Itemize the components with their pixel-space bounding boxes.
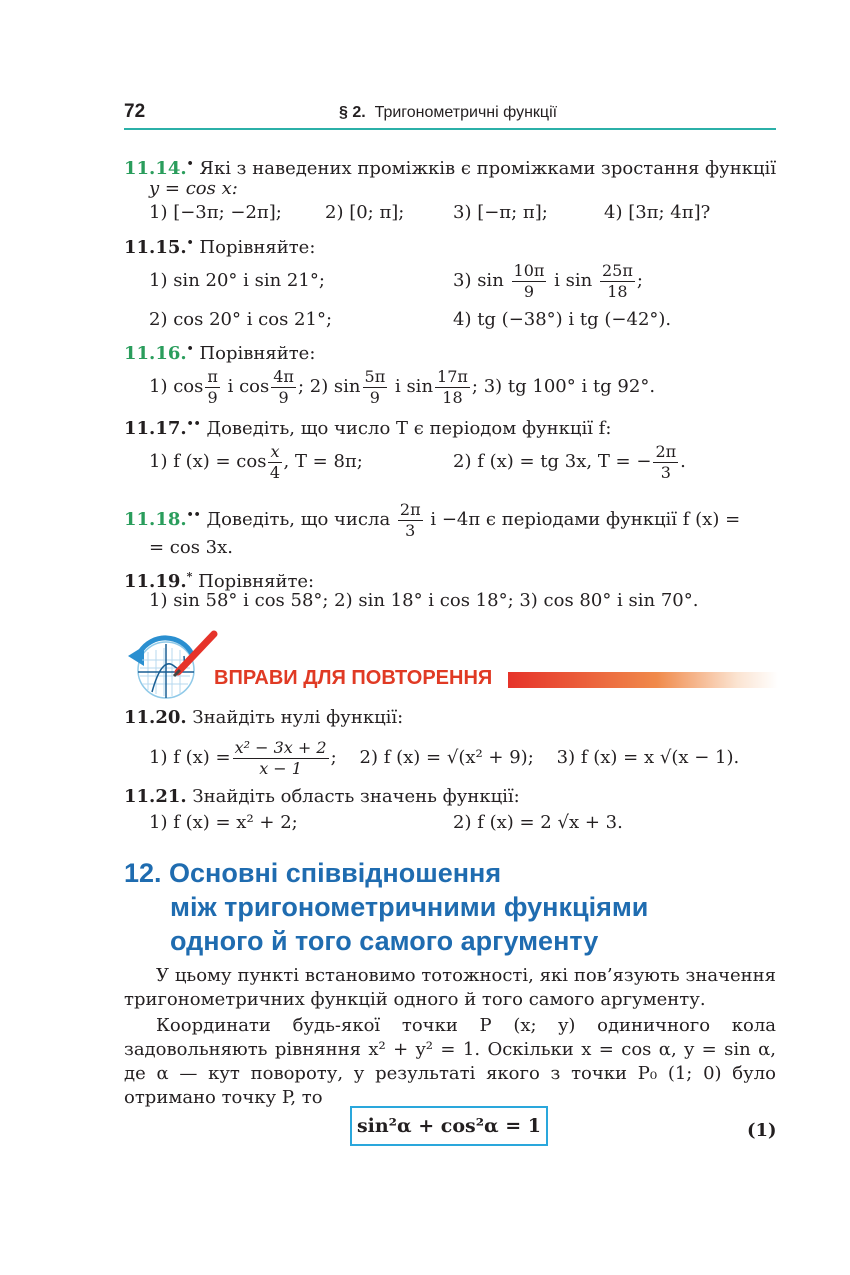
answer-option-fraction	[149, 437, 363, 487]
exercise-text: Знайдіть область значень функції:	[192, 786, 520, 807]
exercise-11-20	[124, 707, 403, 729]
exercise-text: Доведіть, що число T є періодом функції f:	[206, 418, 612, 439]
exercise-answers: 1) sin 58° і cos 58°; 2) sin 18° і cos 18°; 3) cos 80° і sin 70°.	[149, 590, 699, 611]
page-number: 72	[124, 101, 146, 122]
answer-text: .	[680, 451, 686, 472]
answer-option: 1) [−3π; −2π];	[149, 202, 282, 223]
answer-text: 2) f (x) = √(x² + 9);	[359, 747, 534, 768]
answer-option-fraction	[453, 256, 643, 306]
fraction	[363, 367, 388, 408]
review-section-title: ВПРАВИ ДЛЯ ПОВТОРЕННЯ	[214, 667, 493, 689]
difficulty-mark: *	[186, 570, 193, 583]
exercise-text: Знайдіть нулі функції:	[192, 707, 404, 728]
answer-option: 2) [0; π];	[325, 202, 405, 223]
numerator: 4π	[273, 366, 294, 386]
review-banner-bar	[508, 672, 778, 688]
numerator: 2π	[655, 441, 677, 461]
answer-text: 3) sin	[453, 270, 504, 291]
equation-number: (1)	[747, 1120, 777, 1141]
answer-text: ;	[636, 270, 643, 291]
fraction	[512, 261, 547, 302]
answer-option-fraction	[453, 437, 686, 487]
fraction	[233, 738, 329, 779]
denominator: 18	[607, 281, 628, 301]
section-heading-line: між тригонометричними функціями	[170, 892, 649, 922]
exercise-number: 11.20.	[124, 707, 187, 728]
difficulty-mark: •	[186, 157, 194, 170]
paragraph: Координати будь-якої точки P (x; y) одиничного кола задовольняють рівняння x² + y² = 1. Оскільки x = cos α, y = sin α, де α — кут повороту, у результаті якого з точки P₀ (1; 0) було отримано точку P, то	[124, 1015, 776, 1108]
numerator: 25π	[601, 260, 633, 280]
exercise-number: 11.15.	[124, 237, 187, 258]
answer-text: ; 3) tg 100° і tg 92°.	[471, 376, 656, 397]
numerator: 10π	[513, 260, 545, 280]
exercise-11-15	[124, 232, 315, 259]
answer-text: і sin	[554, 270, 593, 291]
answer-option: 1) sin 20° і sin 21°;	[149, 270, 325, 291]
section-heading-line: одного й того самого аргументу	[170, 926, 599, 956]
denominator: 9	[523, 281, 535, 301]
denominator: 3	[660, 462, 671, 482]
exercise-number: 11.19.	[124, 571, 187, 592]
numerator: 17π	[437, 366, 468, 386]
fraction	[600, 261, 635, 302]
answer-option: 3) [−π; π];	[453, 202, 548, 223]
exercise-number: 11.14.	[124, 158, 187, 179]
answer-text: 1) f (x) = cos	[149, 451, 267, 472]
answer-text: 3) f (x) = x √(x − 1).	[556, 747, 740, 768]
exercise-text: Порівняйте:	[198, 571, 315, 592]
answer-text: ;	[330, 747, 337, 768]
fraction	[205, 367, 220, 408]
answer-option: 4) tg (−38°) і tg (−42°).	[453, 309, 672, 330]
denominator: 4	[269, 462, 281, 482]
difficulty-mark: •	[186, 236, 194, 249]
exercise-text: і −4π є періодами функції f (x) =	[430, 509, 741, 530]
difficulty-mark: ••	[186, 417, 201, 430]
exercise-11-16	[124, 338, 315, 365]
difficulty-mark: ••	[186, 508, 201, 521]
section-heading-line: 12. Основні співвідношення	[124, 858, 502, 888]
answer-option: 2) cos 20° і cos 21°;	[149, 309, 333, 330]
exercise-function: y = cos x:	[149, 178, 238, 199]
answer-option: 2) f (x) = 2 √x + 3.	[453, 812, 623, 833]
answer-option: 1) f (x) = x² + 2;	[149, 812, 298, 833]
answer-text: 1) f (x) =	[149, 747, 231, 768]
numerator: 2π	[399, 499, 421, 519]
exercise-11-19	[124, 566, 314, 593]
exercise-text: Доведіть, що числа	[206, 509, 391, 530]
exercise-number: 11.21.	[124, 786, 187, 807]
answer-option: 4) [3π; 4π]?	[604, 202, 711, 223]
denominator: 3	[405, 520, 416, 540]
paragraph: У цьому пункті встановимо тотожності, які пов’язують значення тригонометричних функцій одного й того самого аргументу.	[124, 965, 776, 1010]
exercise-number: 11.18.	[124, 509, 187, 530]
exercise-11-14	[124, 153, 776, 180]
denominator: 18	[442, 387, 463, 407]
formula-box: sin²α + cos²α = 1	[350, 1106, 548, 1146]
answer-text: і sin	[394, 376, 434, 397]
answer-text: , T = 8π;	[283, 451, 363, 472]
exercise-text: Порівняйте:	[199, 343, 316, 364]
header-rule	[124, 128, 776, 130]
denominator: 9	[369, 387, 380, 407]
denominator: x − 1	[259, 758, 302, 778]
denominator: 9	[278, 387, 289, 407]
exercise-number: 11.16.	[124, 343, 187, 364]
numerator: 5π	[364, 366, 386, 386]
exercise-11-16-answers	[149, 362, 655, 412]
exercise-continuation: = cos 3x.	[149, 537, 234, 558]
numerator: x² − 3x + 2	[234, 737, 327, 757]
section-title: Тригонометричні функції	[374, 104, 558, 121]
difficulty-mark: •	[186, 342, 194, 355]
review-icon	[122, 626, 222, 702]
section-mark: § 2.	[339, 104, 366, 121]
exercise-11-17	[124, 413, 611, 440]
fraction	[268, 442, 281, 483]
fraction	[271, 367, 296, 408]
exercise-11-20-answers	[149, 733, 739, 783]
fraction	[398, 500, 423, 541]
exercise-text: Порівняйте:	[199, 237, 316, 258]
answer-text: ; 2) sin	[297, 376, 361, 397]
answer-text: 1) cos	[149, 376, 204, 397]
fraction	[653, 442, 678, 483]
section-heading	[124, 856, 648, 958]
exercise-number: 11.17.	[124, 418, 187, 439]
exercise-text: Які з наведених проміжків є проміжками зростання функції	[199, 158, 777, 179]
numerator: x	[270, 441, 280, 461]
answer-text: і cos	[227, 376, 270, 397]
denominator: 9	[207, 387, 218, 407]
running-header	[339, 104, 557, 122]
answer-text: 2) f (x) = tg 3x, T = −	[453, 451, 652, 472]
numerator: π	[207, 366, 218, 386]
fraction	[435, 367, 470, 408]
exercise-11-21	[124, 786, 520, 808]
